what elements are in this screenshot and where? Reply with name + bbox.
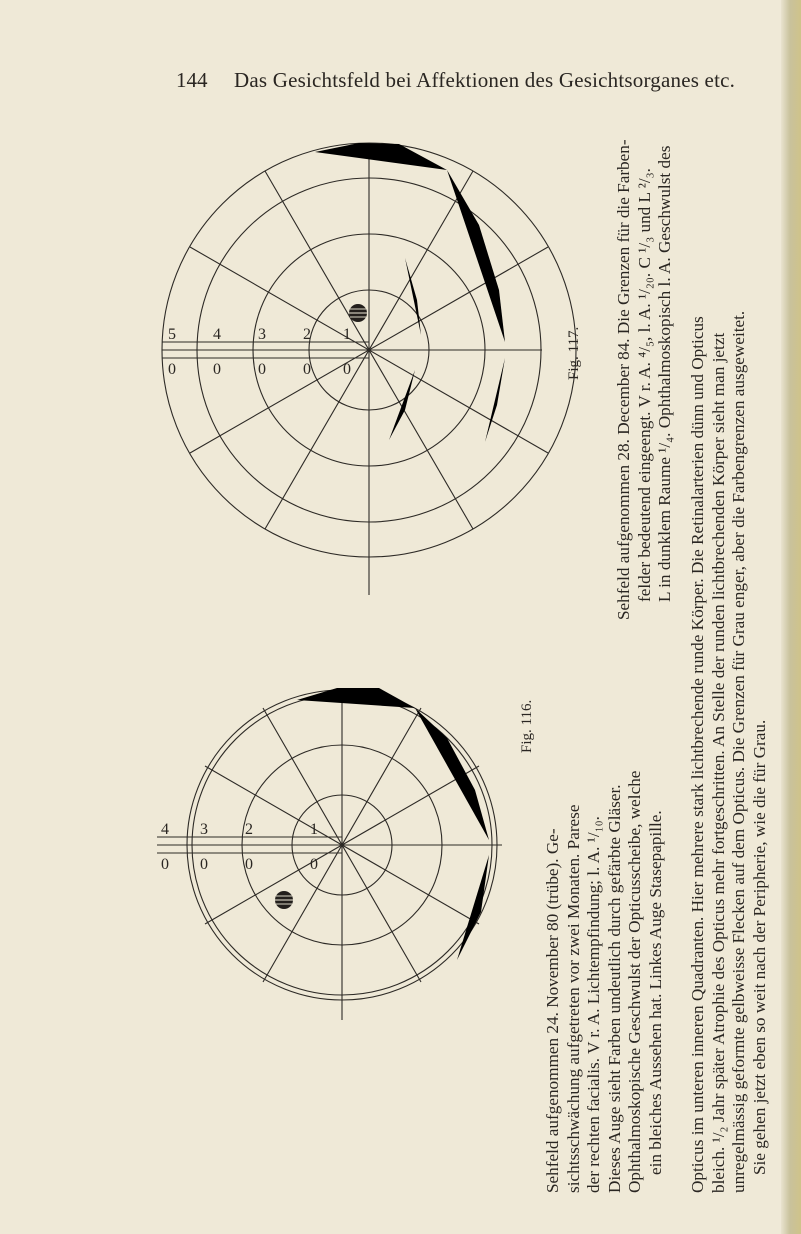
running-header — [176, 68, 736, 102]
fig117-scale-label: 3 — [258, 326, 266, 343]
fig117-scale-label: 0 — [258, 361, 266, 378]
fig116-scale-label: 2 — [245, 821, 253, 838]
text-line: Opticus im unteren inneren Quadranten. Hier mehrere stark lichtbrechende runde Körper. Die Retinalarterien dünn und Opticus — [688, 316, 707, 1193]
fig117-label: Fig. 117. — [566, 326, 582, 380]
fig116-scale-label: 4 — [161, 821, 169, 838]
fig116-scale-label: 0 — [310, 856, 318, 873]
page-edge — [781, 0, 801, 1234]
text-line: der rechten facialis. V r. A. Lichtempfindung; l. A. ¹/₁₀. — [584, 816, 603, 1193]
text-line: felder bedeutend eingeengt. V r. A. ⁴/₅, l. A. ¹/₂₀. C ¹/₃ und L ²/₃. — [634, 168, 654, 602]
continuation-paragraph — [688, 93, 770, 1193]
fig117-perimeter-chart — [147, 130, 547, 600]
text-line: bleich. ¹/₂ Jahr später Atrophie des Opticus mehr fortgeschritten. An Stelle der runden lichtbrechenden Körper sieht man jetzt — [708, 332, 728, 1193]
fig116-scale-label: 0 — [245, 856, 253, 873]
fig116-scale-label: 1 — [310, 821, 318, 838]
fig117-scale-label: 0 — [303, 361, 311, 378]
fig116-field-boundary — [297, 688, 489, 960]
fig117-scale-label: 0 — [168, 361, 176, 378]
text-line: Sie gehen jetzt eben so weit nach der Peripherie, wie die für Grau. — [749, 719, 769, 1175]
fig116-scale-label: 0 — [161, 856, 169, 873]
fig116-scale-label: 3 — [200, 821, 208, 838]
text-line: Dieses Auge sieht Farben undeutlich durch gefärbte Gläser. — [604, 784, 624, 1193]
text-line: sichtsschwächung aufgetreten vor zwei Monaten. Parese — [563, 804, 583, 1193]
fig117-scale-label: 5 — [168, 326, 176, 343]
text-line: Ophthalmoskopische Geschwulst der Opticusscheibe, welche — [625, 770, 644, 1193]
fig116-label: Fig. 116. — [519, 699, 535, 753]
fig117-scale-label: 0 — [343, 361, 351, 378]
fig117-field-boundary — [315, 143, 505, 442]
fig117-scale-label: 4 — [213, 326, 221, 343]
fig117-caption — [566, 110, 676, 620]
fig117-scale-label: 0 — [213, 361, 221, 378]
text-line: unregelmässig geformte gelbweisse Flecken auf dem Opticus. Die Grenzen für Grau enger, aber die Farbengrenzen ausgeweitet. — [729, 310, 748, 1193]
text-line: Sehfeld aufgenommen 28. December 84. Die Grenzen für die Farben- — [614, 139, 633, 620]
fig116-meridians — [157, 688, 502, 1020]
page-number: 144 — [176, 68, 208, 92]
fig117-scale-label: 1 — [343, 326, 351, 343]
fig116-perimeter-chart — [147, 680, 517, 1030]
fig117-blind-spot — [349, 304, 367, 322]
text-line: Sehfeld aufgenommen 24. November 80 (trübe). Ge- — [543, 828, 562, 1193]
fig117-scale-labels — [168, 326, 351, 378]
text-line: ein bleiches Aussehen hat. Linkes Auge Stasepapille. — [645, 810, 665, 1175]
fig117-scale-label: 2 — [303, 326, 311, 343]
fig116-blind-spot — [275, 891, 293, 909]
fig116-scale-label: 0 — [200, 856, 208, 873]
text-line: L in dunklem Raume ¹/₄. Ophthalmoskopisch l. A. Geschwulst des — [655, 145, 674, 602]
fig116-caption — [519, 633, 666, 1193]
running-title: Das Gesichtsfeld bei Affektionen des Gesichtsorganes etc. — [234, 68, 736, 92]
